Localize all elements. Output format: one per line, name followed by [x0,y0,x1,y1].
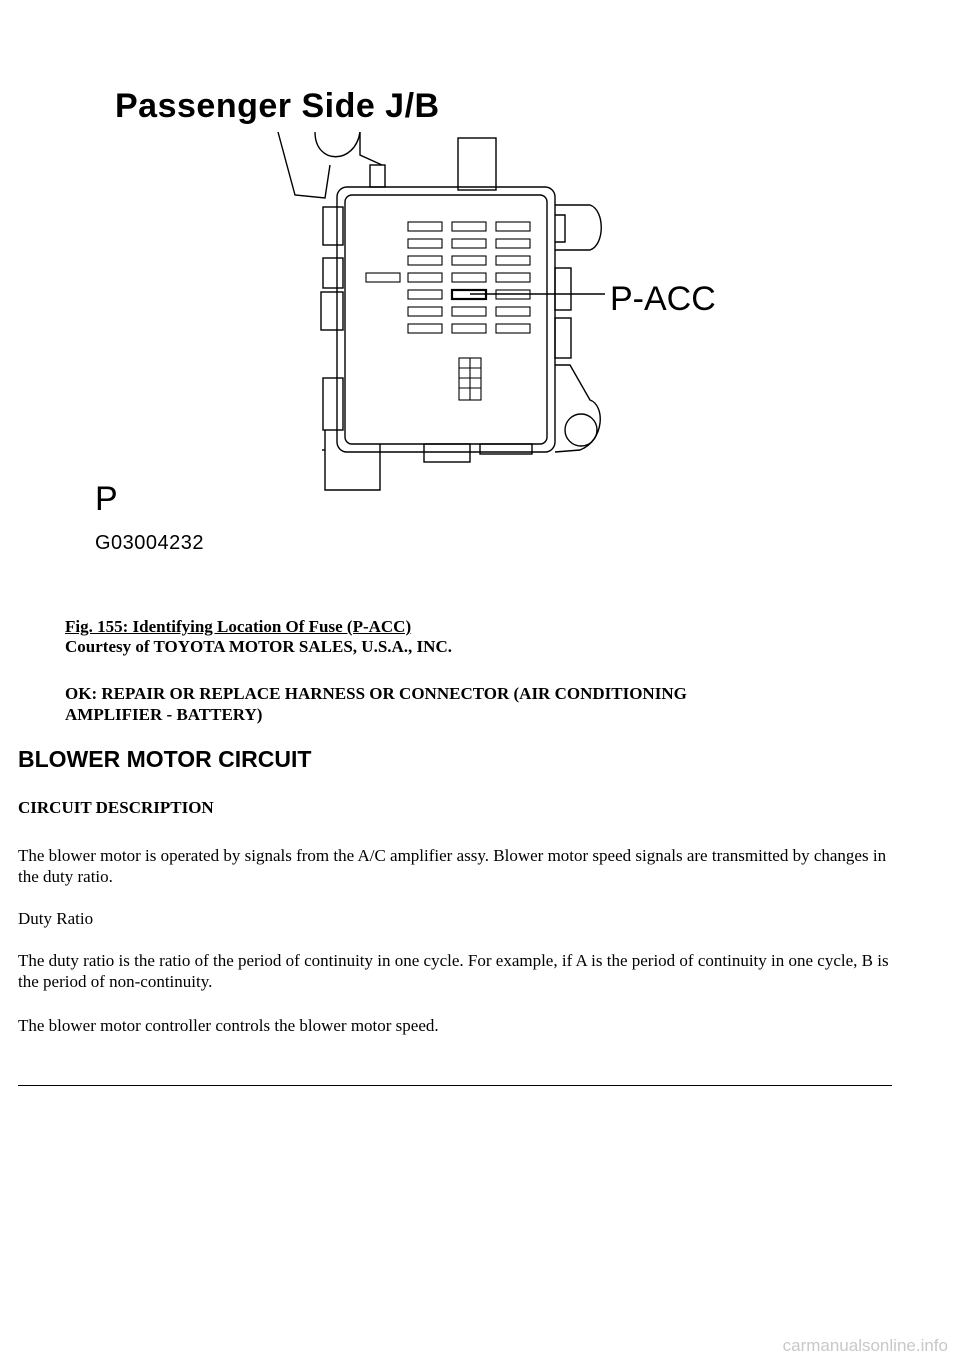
ok-instruction [65,683,825,725]
figure-caption [65,617,452,657]
figure-link[interactable]: Fig. 155: Identifying Location Of Fuse (P-ACC) [65,617,412,636]
horizontal-rule [18,1085,892,1086]
fuse-location-figure [60,70,780,570]
figure-title: Passenger Side J/B [115,87,440,125]
section-subheading: CIRCUIT DESCRIPTION [18,798,214,817]
ok-line-2: AMPLIFIER - BATTERY) [65,705,263,724]
paragraph-controller: The blower motor controller controls the blower motor speed. [18,1016,439,1035]
paragraph-description: The blower motor is operated by signals from the A/C amplifier assy. Blower motor speed signals are transmitted by changes in the duty ratio. [18,846,887,886]
paragraph-duty-ratio-label: Duty Ratio [18,909,94,928]
figure-letter: P [95,480,118,518]
watermark: carmanualsonline.info [782,1336,948,1355]
junction-block-drawing [60,70,780,570]
section-heading: BLOWER MOTOR CIRCUIT [18,746,312,772]
paragraph-duty-ratio: The duty ratio is the ratio of the period of continuity in one cycle. For example, if A is the period of continuity in one cycle, B is the period of non-continuity. [18,951,889,991]
courtesy-line: Courtesy of TOYOTA MOTOR SALES, U.S.A., INC. [65,637,452,656]
figure-code: G03004232 [95,532,205,554]
ok-line-1: OK: REPAIR OR REPLACE HARNESS OR CONNECTOR (AIR CONDITIONING [65,684,687,703]
fuse-callout-label: P-ACC [610,280,716,318]
